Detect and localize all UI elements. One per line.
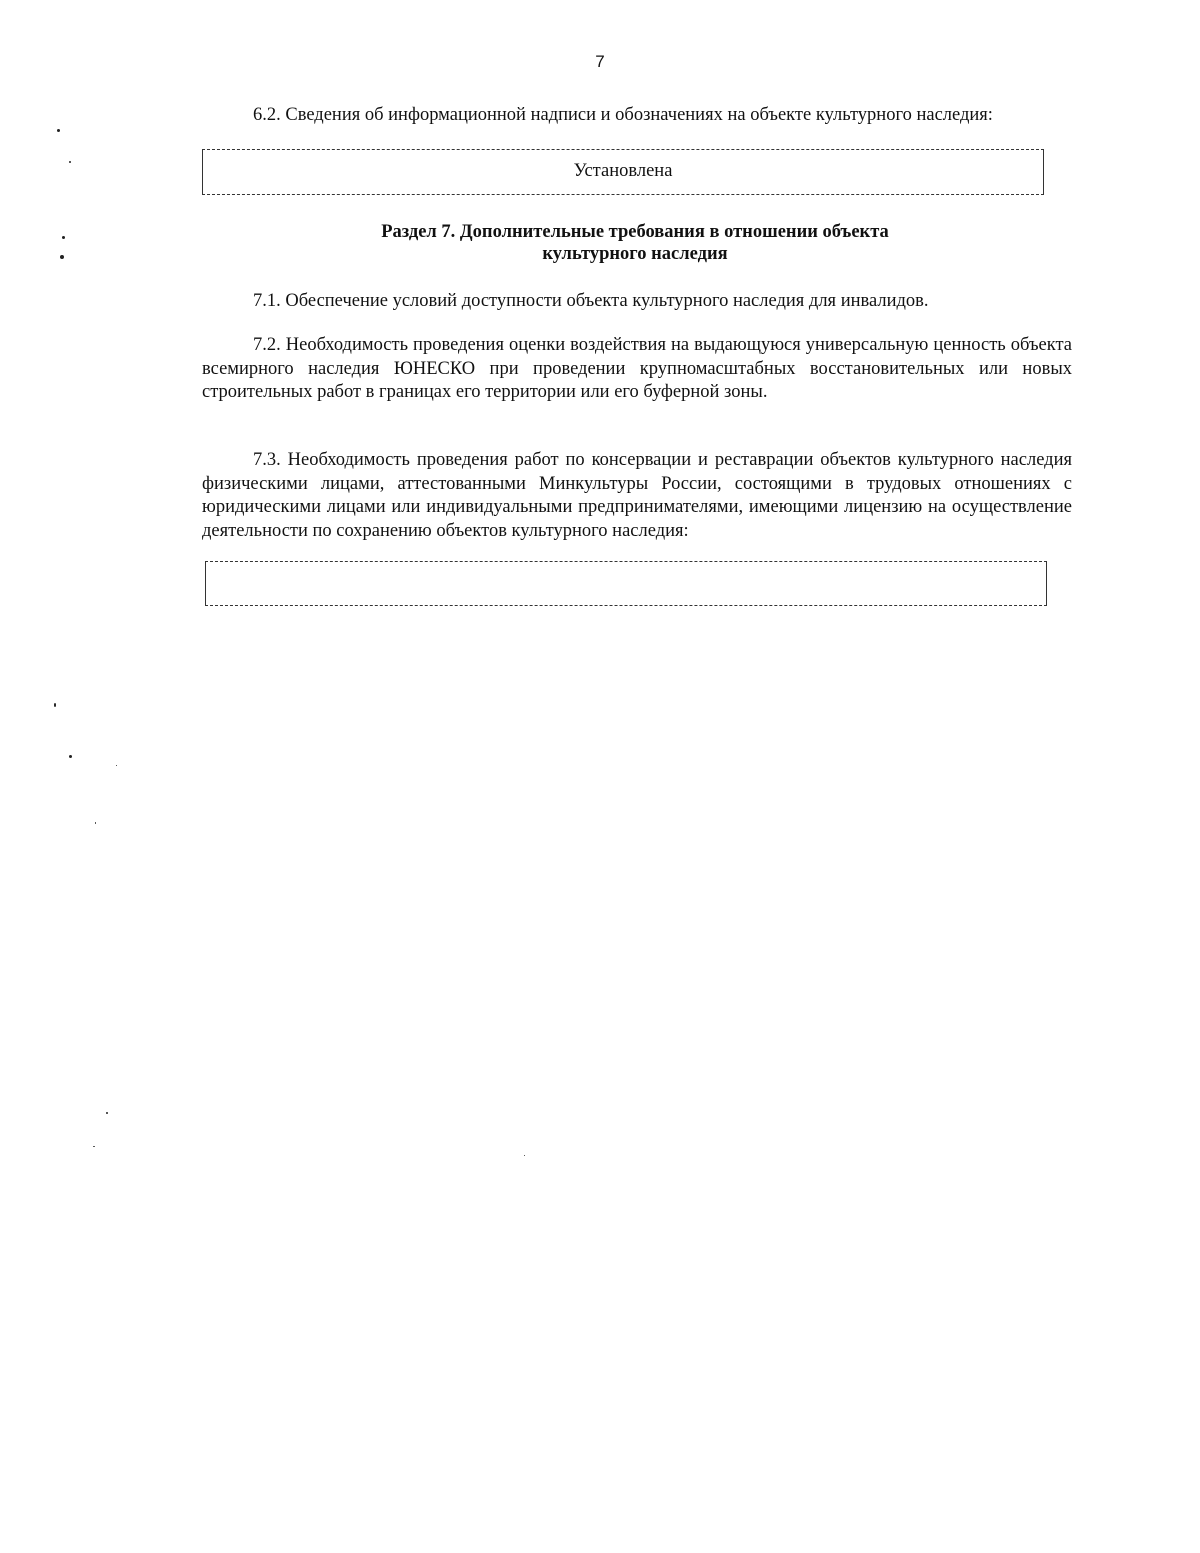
inscription-value-box bbox=[202, 149, 1044, 195]
scan-speck bbox=[69, 161, 71, 163]
scan-speck bbox=[54, 703, 56, 707]
section-7-heading bbox=[300, 221, 970, 265]
scan-speck bbox=[524, 1155, 525, 1156]
inscription-value: Установлена bbox=[573, 161, 673, 181]
scan-speck bbox=[57, 129, 60, 132]
scan-speck bbox=[60, 255, 64, 259]
item-7-1-text: 7.1. Обеспечение условий доступности объекта культурного наследия для инвалидов. bbox=[253, 291, 929, 311]
item-6-2-text: 6.2. Сведения об информационной надписи и обозначениях на объекте культурного наследия: bbox=[253, 105, 993, 125]
page-number: 7 bbox=[595, 52, 605, 71]
scan-speck bbox=[69, 755, 72, 758]
scan-speck bbox=[95, 822, 96, 824]
section-7-heading-line2: культурного наследия bbox=[542, 244, 728, 264]
section-7-heading-line1: Раздел 7. Дополнительные требования в отношении объекта bbox=[381, 222, 889, 242]
scan-speck bbox=[62, 236, 65, 239]
scan-speck bbox=[93, 1146, 95, 1147]
item-7-3-value-box bbox=[205, 561, 1047, 606]
scan-speck bbox=[106, 1112, 108, 1114]
item-7-3-paragraph: 7.3. Необходимость проведения работ по консервации и реставрации объектов культурного наследия физическими лицами, аттестованными Минкультуры России, состоящими в трудовых отношениях с юридическими лицами или индивидуальными предпринимателями, имеющими лицензию на осуществление деятельности по сохранению объектов культурного наследия: bbox=[202, 450, 1072, 541]
scan-speck bbox=[116, 765, 117, 766]
item-7-2-paragraph: 7.2. Необходимость проведения оценки воздействия на выдающуюся универсальную ценность объекта всемирного наследия ЮНЕСКО при проведении крупномасштабных восстановительных или новых строительных работ в границах его территории или его буферной зоны. bbox=[202, 335, 1072, 402]
